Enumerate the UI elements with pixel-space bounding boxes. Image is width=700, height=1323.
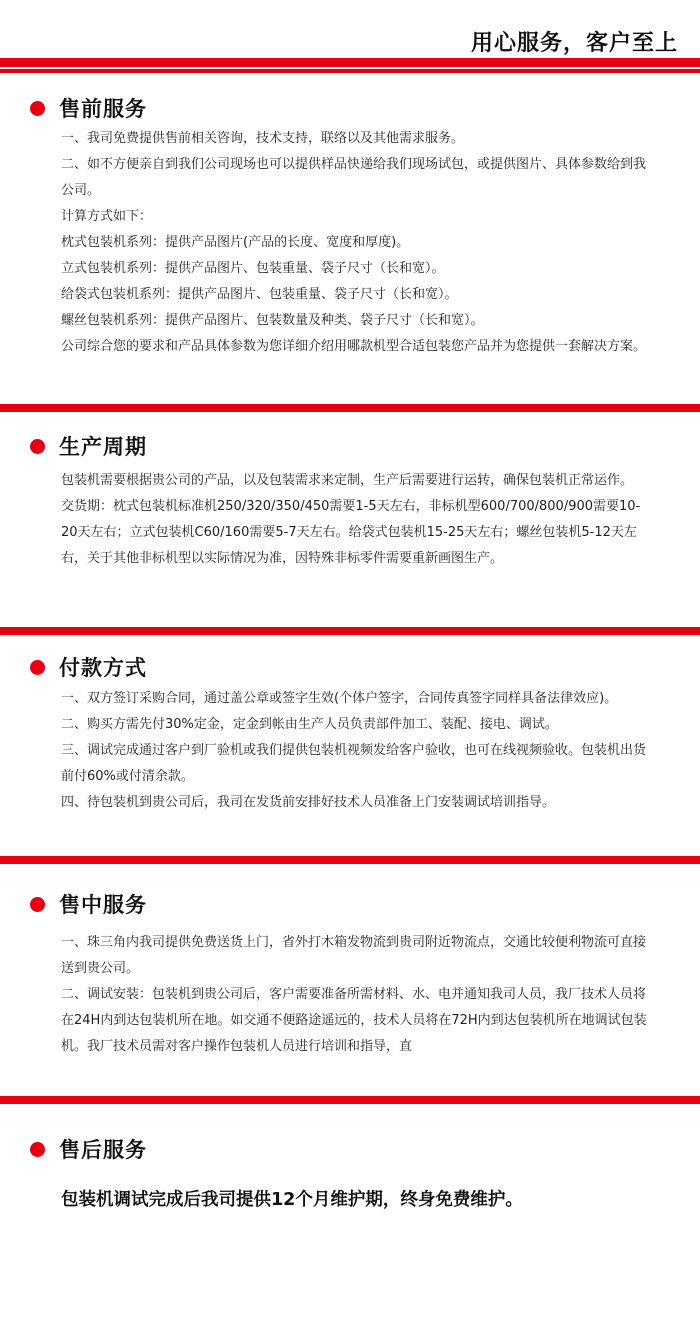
header-slogan: 用心服务，客户至上 bbox=[470, 31, 678, 56]
red-dot-icon bbox=[30, 660, 45, 675]
red-dot-icon bbox=[30, 439, 45, 454]
red-dot-icon bbox=[30, 101, 45, 116]
section-heading bbox=[30, 92, 147, 124]
section-divider bbox=[0, 627, 700, 635]
paragraph: 计算方式如下： bbox=[61, 209, 153, 224]
section-body bbox=[61, 468, 651, 572]
paragraph: 一、我司免费提供售前相关咨询，技术支持，联络以及其他需求服务。 bbox=[61, 131, 465, 146]
paragraph: 枕式包装机系列：提供产品图片(产品的长度、宽度和厚度)。 bbox=[61, 235, 410, 250]
section-title: 售后服务 bbox=[59, 1138, 147, 1162]
red-dot-icon bbox=[30, 897, 45, 912]
paragraph: 包装机需要根据贵公司的产品，以及包装需求来定制，生产后需要进行运转，确保包装机正常运作。 bbox=[61, 473, 634, 488]
section-title: 售中服务 bbox=[59, 893, 147, 917]
paragraph: 二、如不方便亲自到我们公司现场也可以提供样品快递给我们现场试包，或提供图片、具体参数给到我公司。 bbox=[61, 157, 647, 198]
section-title: 售前服务 bbox=[59, 97, 147, 121]
section-heading bbox=[30, 1133, 147, 1165]
paragraph: 交货期：枕式包装机标准机250/320/350/450需要1-5天左右，非标机型600/700/800/900需要10-20天左右；立式包装机C60/160需要5-7天左右。给袋式包装机15-25天左右；螺丝包装机5-12天左右，关于其他非标机型以实际情况为准，因特殊非标零件需要重新画图生产。 bbox=[61, 499, 641, 566]
paragraph: 四、待包装机到贵公司后，我司在发货前安排好技术人员准备上门安装调试培训指导。 bbox=[61, 795, 556, 810]
section-body bbox=[61, 686, 651, 816]
section-title: 生产周期 bbox=[59, 435, 147, 459]
section-divider bbox=[0, 856, 700, 864]
paragraph: 公司综合您的要求和产品具体参数为您详细介绍用哪款机型合适包装您产品并为您提供一套解决方案。 bbox=[61, 339, 647, 354]
red-dot-icon bbox=[30, 1142, 45, 1157]
section-heading bbox=[30, 651, 147, 683]
paragraph: 立式包装机系列：提供产品图片、包装重量、袋子尺寸（长和宽）。 bbox=[61, 261, 445, 276]
header-divider bbox=[0, 58, 700, 67]
section-divider bbox=[0, 1096, 700, 1104]
paragraph: 三、调试完成通过客户到厂验机或我们提供包装机视频发给客户验收，也可在线视频验收。包装机出货前付60%或付清余款。 bbox=[61, 743, 647, 784]
header-divider-thin bbox=[0, 69, 700, 73]
section-heading bbox=[30, 430, 147, 462]
section-body bbox=[61, 126, 651, 360]
section-body bbox=[61, 930, 651, 1060]
paragraph: 一、珠三角内我司提供免费送货上门，省外打木箱发物流到贵司附近物流点，交通比较便利物流可直接送到贵公司。 bbox=[61, 935, 647, 976]
section-heading bbox=[30, 888, 147, 920]
paragraph: 给袋式包装机系列：提供产品图片、包装重量、袋子尺寸（长和宽）。 bbox=[61, 287, 458, 302]
paragraph: 二、调试安装：包装机到贵公司后，客户需要准备所需材料、水、电并通知我司人员，我厂技术人员将在24H内到达包装机所在地。如交通不便路途遥远的，技术人员将在72H内到达包装机所在地调试包装机。我厂技术员需对客户操作包装机人员进行培训和指导，直 bbox=[61, 987, 647, 1054]
after-sale-statement: 包装机调试完成后我司提供12个月维护期，终身免费维护。 bbox=[61, 1190, 523, 1210]
section-title: 付款方式 bbox=[59, 656, 147, 680]
section-divider bbox=[0, 404, 700, 412]
paragraph: 螺丝包装机系列：提供产品图片、包装数量及种类、袋子尺寸（长和宽）。 bbox=[61, 313, 484, 328]
paragraph: 二、购买方需先付30%定金，定金到帐由生产人员负责部件加工、装配、接电、调试。 bbox=[61, 717, 558, 732]
paragraph: 一、双方签订采购合同，通过盖公章或签字生效(个体户签字，合同传真签字同样具备法律效应)。 bbox=[61, 691, 618, 706]
